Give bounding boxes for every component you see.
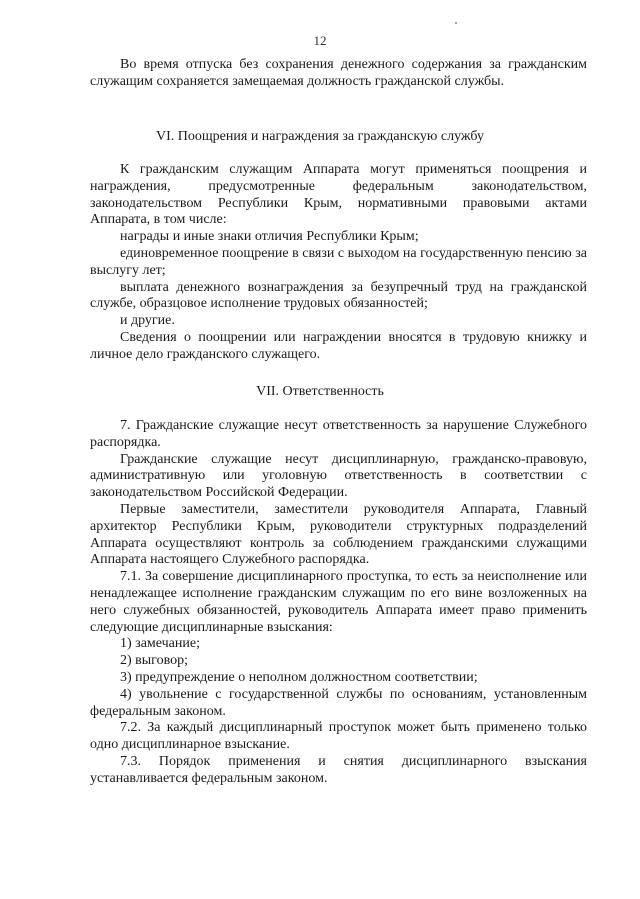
section-6-heading: VI. Поощрения и награждения за гражданскую службу (156, 129, 484, 144)
s7-list-item-4: 4) увольнение с государственной службы по основаниям, установленным федеральным законом. (90, 686, 587, 719)
section-7-body (90, 418, 587, 788)
scan-speck (455, 22, 457, 24)
page-number: 12 (313, 33, 327, 48)
section-7-heading: VII. Ответственность (256, 384, 384, 399)
s7-paragraph-control: Первые заместители, заместители руководителя Аппарата, Главный архитектор Республики Крым, руководители структурных подразделений Аппарата осуществляют контроль за соблюдением гражданскими служащими Аппарата настоящего Служебного распорядка. (90, 501, 587, 568)
s7-list-item-1: 1) замечание; (120, 636, 200, 652)
s6-list-item-pension: единовременное поощрение в связи с выходом на государственную пенсию за выслугу лет; (90, 245, 587, 278)
s7-paragraph-7: 7. Гражданские служащие несут ответственность за нарушение Служебного распорядка. (90, 418, 587, 450)
s7-paragraph-7-3: 7.3. Порядок применения и снятия дисциплинарного взыскания устанавливается федеральным законом. (90, 753, 587, 786)
s6-paragraph-records: Сведения о поощрении или награждении вносятся в трудовую книжку и личное дело гражданского служащего. (90, 329, 587, 362)
intro-paragraph-block (90, 57, 587, 91)
s7-paragraph-liability: Гражданские служащие несут дисциплинарную, гражданско-правовую, административную или уголовную ответственность в соответствии с законодательством Российской Федерации. (90, 451, 587, 501)
s7-paragraph-7-1: 7.1. За совершение дисциплинарного проступка, то есть за неисполнение или ненадлежащее исполнение гражданским служащим по его вине возложенных на него служебных обязанностей, руководитель Аппарата имеет право применить следующие дисциплинарные взыскания: (90, 569, 587, 635)
s7-list-item-2: 2) выговор; (120, 653, 188, 669)
s7-list-item-3: 3) предупреждение о неполном должностном соответствии; (120, 669, 478, 685)
s7-paragraph-7-2: 7.2. За каждый дисциплинарный проступок может быть применено только одно дисциплинарное взыскание. (90, 720, 587, 753)
s6-list-item-other: и другие. (120, 313, 175, 329)
s6-list-item-awards: награды и иные знаки отличия Республики Крым; (120, 229, 419, 245)
s6-paragraph-1: К гражданским служащим Аппарата могут применяться поощрения и награждения, предусмотренные федеральным законодательством, законодательством Республики Крым, нормативными правовыми актами Аппарата, в том числе: (90, 162, 587, 228)
s6-list-item-payment: выплата денежного вознаграждения за безупречный труд на гражданской службе, образцовое исполнение трудовых обязанностей; (90, 279, 587, 312)
section-6-body (90, 162, 587, 364)
intro-paragraph: Во время отпуска без сохранения денежного содержания за гражданским служащим сохраняется замещаемая должность гражданской службы. (90, 57, 587, 89)
